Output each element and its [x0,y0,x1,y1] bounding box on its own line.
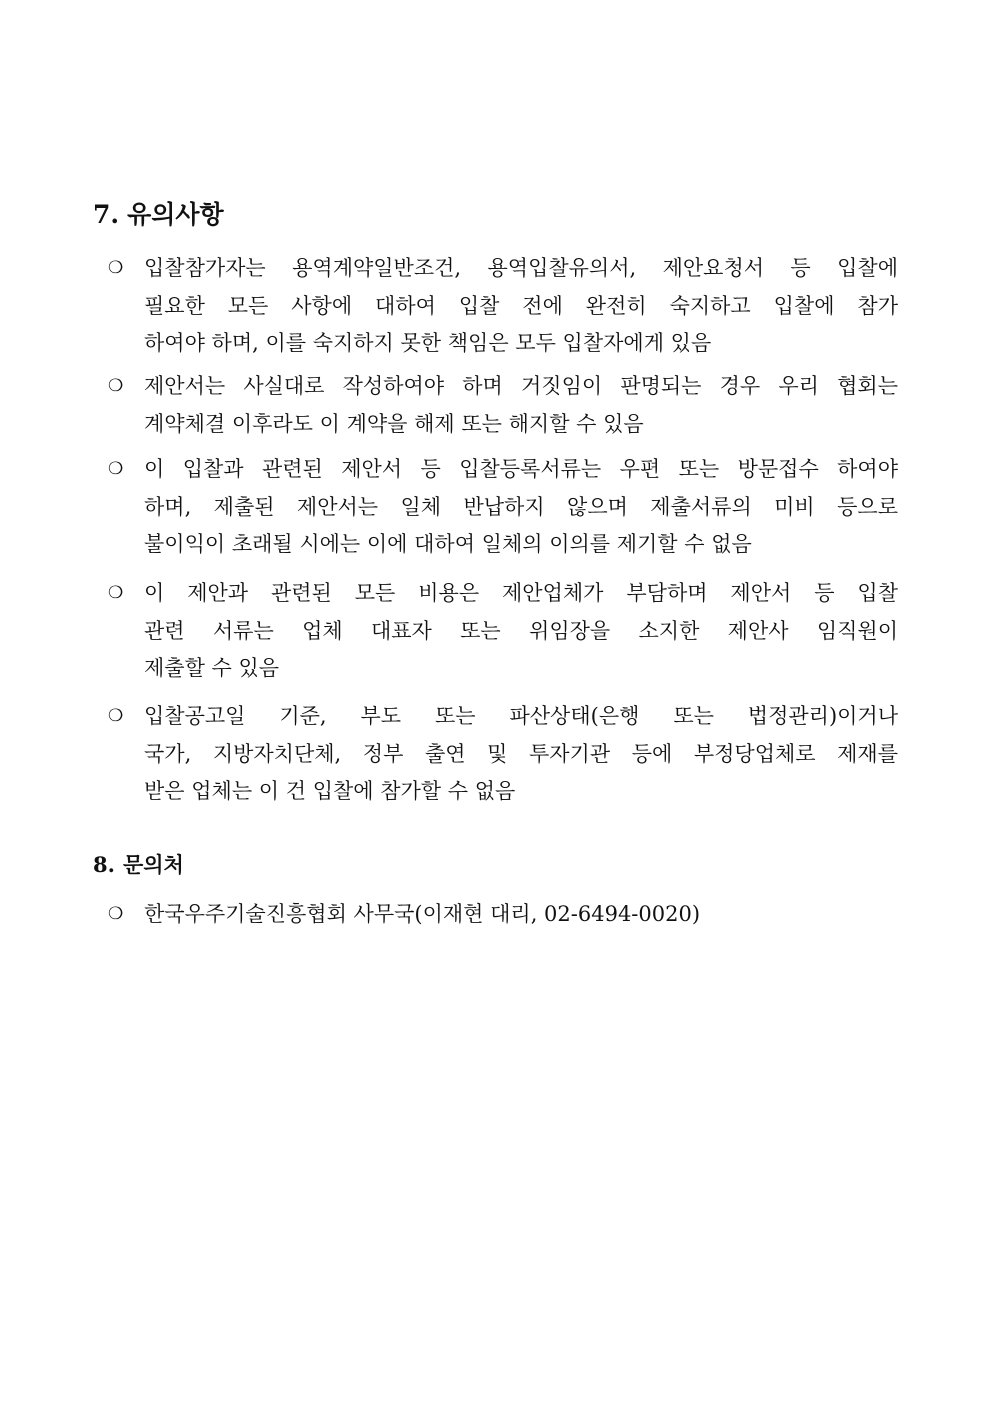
section-title: 유의사항 [127,200,224,229]
item-text-line: 하며, 제출된 제안서는 일체 반납하지 않으며 제출서류의 미비 등으로 [144,494,898,519]
section-title: 문의처 [122,852,184,877]
item-text-line: 이 입찰과 관련된 제안서 등 입찰등록서류는 우편 또는 방문접수 하여야 [144,457,898,481]
item-text-line: 필요한 모든 사항에 대하여 입찰 전에 완전히 숙지하고 입찰에 참가 [144,293,898,318]
item-text-line: 입찰참가자는 용역계약일반조건, 용역입찰유의서, 제안요청서 등 입찰에 [144,256,898,280]
section-heading-contact [93,849,184,879]
circle-bullet-icon: ❍ [108,258,124,278]
section-number: 8. [93,852,115,877]
item-text-line: 입찰공고일 기준, 부도 또는 파산상태(은행 또는 법정관리)이거나 [144,704,898,728]
item-text-line: 관련 서류는 업체 대표자 또는 위임장을 소지한 제안사 임직원이 [144,618,898,643]
precaution-item [108,456,898,569]
contact-item [108,901,898,939]
circle-bullet-icon: ❍ [108,583,124,603]
item-text-line: 계약체결 이후라도 이 계약을 해제 또는 해지할 수 있음 [144,411,644,436]
section-number: 7. [93,200,120,229]
contact-text-line: 한국우주기술진흥협회 사무국(이재현 대리, 02-6494-0020) [144,902,701,926]
precaution-item [108,580,898,693]
item-text-line: 불이익이 초래될 시에는 이에 대하여 일체의 이의를 제기할 수 없음 [144,532,752,556]
item-text-line: 하여야 하며, 이를 숙지하지 못한 책임은 모두 입찰자에게 있음 [144,331,712,355]
circle-bullet-icon: ❍ [108,459,124,479]
item-text-line: 받은 업체는 이 건 입찰에 참가할 수 없음 [144,779,516,803]
section-heading-precautions [93,195,224,231]
item-text-line: 국가, 지방자치단체, 정부 출연 및 투자기관 등에 부정당업체로 제재를 [144,741,898,766]
circle-bullet-icon: ❍ [108,376,124,396]
precaution-item [108,703,898,816]
item-text-line: 제출할 수 있음 [144,656,280,680]
precaution-item [108,255,898,368]
item-text-line: 이 제안과 관련된 모든 비용은 제안업체가 부담하며 제안서 등 입찰 [144,581,898,605]
item-text-line: 제안서는 사실대로 작성하여야 하며 거짓임이 판명되는 경우 우리 협회는 [144,374,898,398]
circle-bullet-icon: ❍ [108,904,124,924]
precaution-item [108,373,898,448]
circle-bullet-icon: ❍ [108,706,124,726]
